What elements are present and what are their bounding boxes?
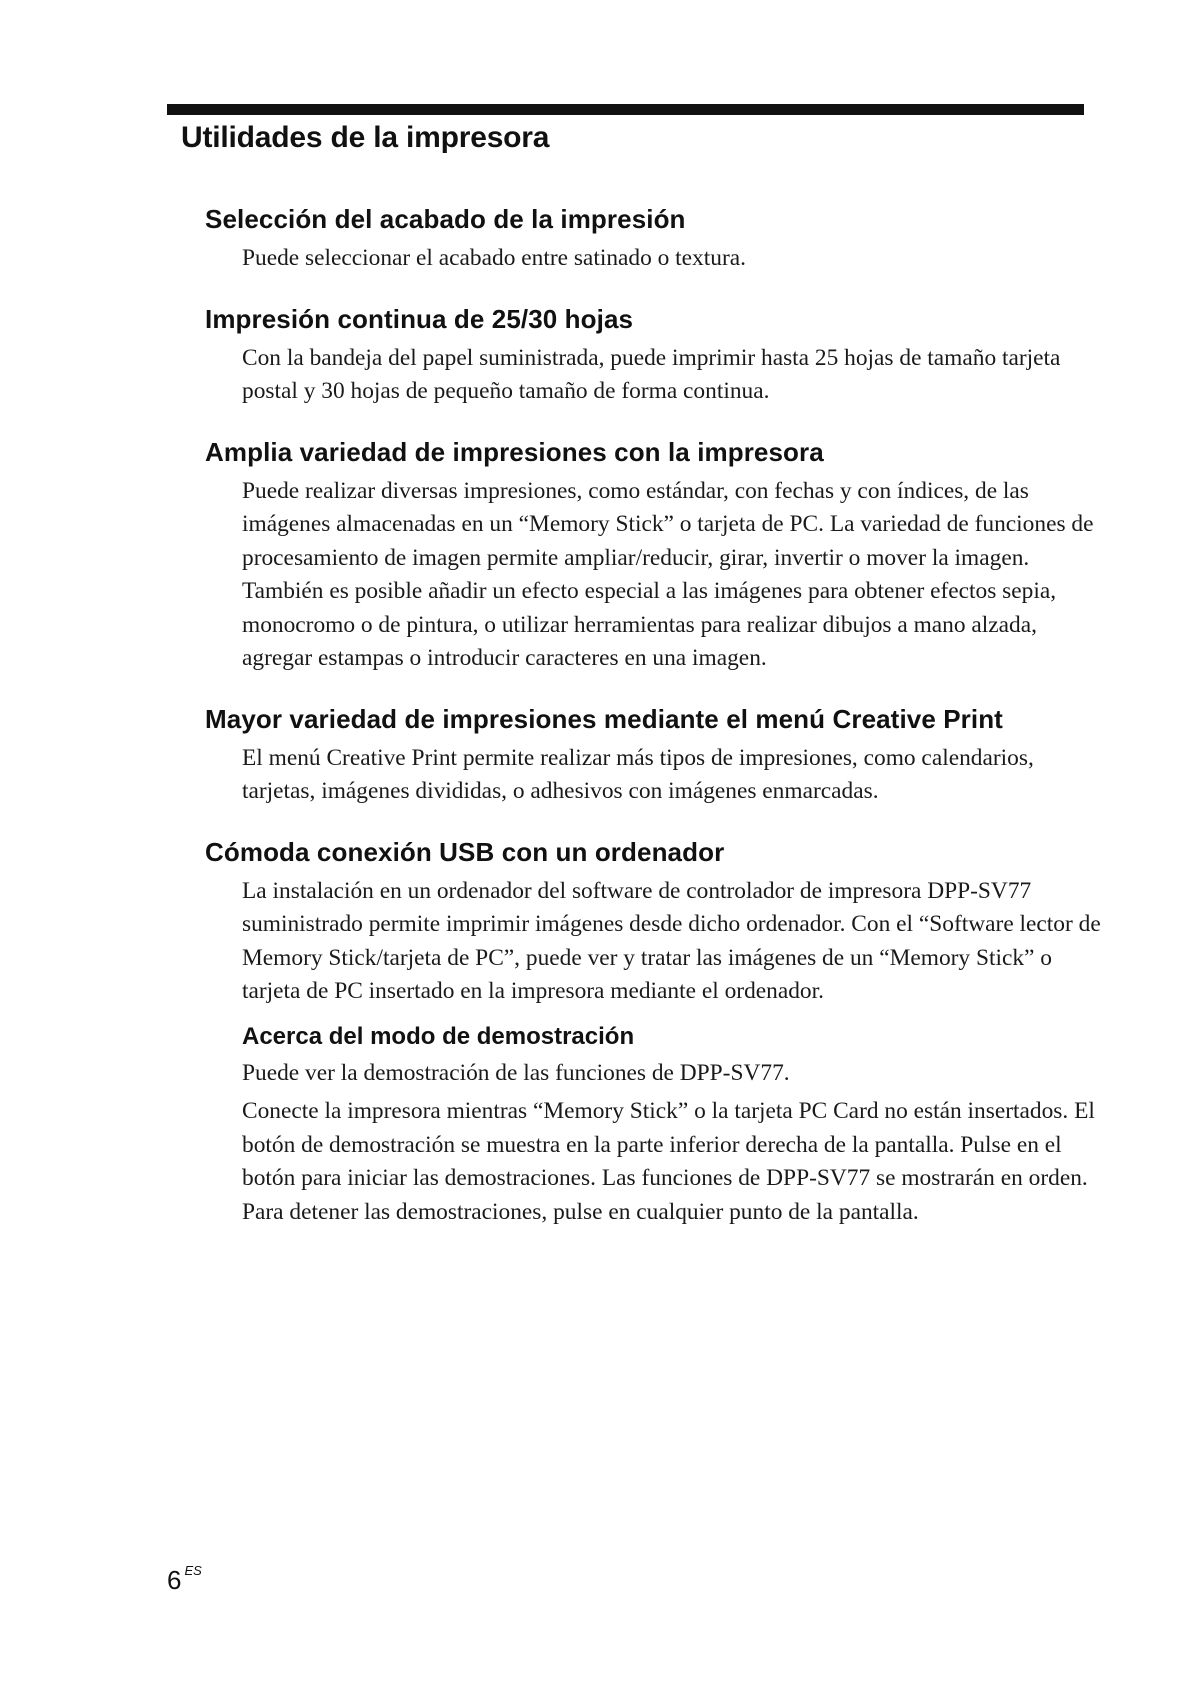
section-heading: Cómoda conexión USB con un ordenador [205,836,725,867]
subsection-heading: Acerca del modo de demostración [242,1022,635,1050]
paragraph: La instalación en un ordenador del software de controlador de impresora DPP-SV77 suministrado permite imprimir imágenes desde dicho ordenador. Con el “Software lector de Memory Stick/tarjeta de PC”, puede ver y tratar las imágenes de un “Memory Stick” o tarjeta de PC insertado en la impresora mediante el ordenador. [242,877,1101,1004]
section-heading: Selección del acabado de la impresión [205,204,686,234]
section-body [242,875,1102,1009]
section-body [242,342,1102,409]
paragraph: Con la bandeja del papel suministrada, puede imprimir hasta 25 hojas de tamaño tarjeta postal y 30 hojas de pequeño tamaño de forma continua. [242,344,1061,404]
section-usb-connection [205,829,1101,1230]
section-heading: Amplia variedad de impresiones con la impresora [205,436,824,467]
paragraph: Puede realizar diversas impresiones, como estándar, con fechas y con índices, de las imágenes almacenadas en un “Memory Stick” o tarjeta de PC. La variedad de funciones de procesamiento de imagen permite ampliar/reducir, girar, invertir o mover la imagen. También es posible añadir un efecto especial a las imágenes para obtener efectos sepia, monocromo o de pintura, o utilizar herramientas para realizar dibujos a mano alzada, agregar estampas o introducir caracteres en una imagen. [242,477,1094,671]
paragraph: Puede ver la demostración de las funciones de DPP-SV77. [242,1059,790,1086]
page-content [205,196,1101,1249]
paragraph: Conecte la impresora mientras “Memory Stick” o la tarjeta PC Card no están insertados. El botón de demostración se muestra en la parte inferior derecha de la pantalla. Pulse en el botón para iniciar las demostraciones. Las funciones de DPP-SV77 se mostrarán en orden. Para detener las demostraciones, pulse en cualquier punto de la pantalla. [242,1098,1095,1225]
section-print-variety [205,429,1094,676]
page-number: 6 [167,1565,182,1595]
subsection-demo-mode [242,1017,1095,1230]
section-continuous-printing [205,296,1085,409]
section-body [242,242,1102,276]
paragraph: El menú Creative Print permite realizar más tipos de impresiones, como calendarios, tarjetas, imágenes divididas, o adhesivos con imágenes enmarcadas. [242,744,1034,804]
section-creative-print [205,696,1085,809]
page-footer [167,1565,202,1596]
page-language: ES [184,1563,202,1578]
section-heading: Mayor variedad de impresiones mediante el menú Creative Print [205,703,1003,734]
subsection-body [242,1057,1102,1230]
title-rule [167,104,1084,115]
page-title: Utilidades de la impresora [181,121,550,154]
section-body [242,742,1102,809]
section-heading: Impresión continua de 25/30 hojas [205,303,634,334]
section-body [242,475,1102,676]
paragraph: Puede seleccionar el acabado entre satinado o textura. [242,245,746,271]
section-print-finish [205,196,1085,276]
